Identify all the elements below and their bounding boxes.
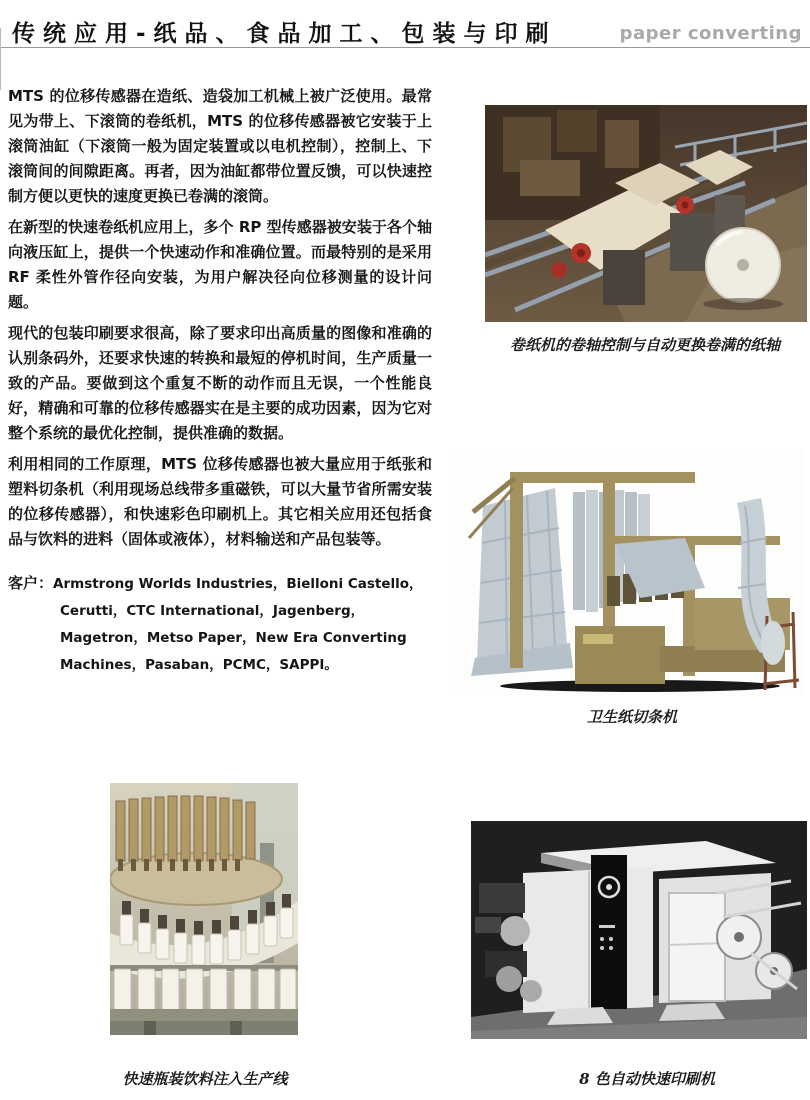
slitter-illustration [455, 448, 805, 696]
body-paragraph-2: 在新型的快速卷纸机应用上，多个 RP 型传感器被安装于各个轴向液压缸上，提供一个快速动作和准确位置。而最特别的是采用 RF 柔性外管作径向安装，为用户解决径向位移测量的设计问题。 [8, 218, 432, 311]
printing-press-illustration [471, 821, 807, 1039]
left-margin-tick [0, 28, 1, 90]
customers-paragraph [8, 570, 432, 679]
body-paragraph-1: MTS 的位移传感器在造纸、造袋加工机械上被广泛使用。最常见为带上、下滚筒的卷纸机，MTS 的位移传感器被它安装于上滚筒油缸（下滚筒一般为固定装置或以电机控制），控制上、下滚筒间的间隙距离。再者，因为油缸都带位置反馈，可以快速控制方便以更快的速度更换已卷满的滚筒。 [8, 87, 432, 205]
customers-label: 客户： [8, 574, 54, 592]
figure-printing-press-photo [471, 821, 807, 1039]
figure-caption-press: 8 色自动快速印刷机 [579, 1070, 715, 1088]
body-paragraph-4: 利用相同的工作原理，MTS 位移传感器也被大量应用于纸张和塑料切条机（利用现场总线带多重磁铁，可以大量节省所需安装的位移传感器），和快速彩色印刷机上。其它相关应用还包括食品与饮料的进料（固体或液体），材料输送和产品包装等。 [8, 455, 432, 548]
page-title: 传统应用-纸品、食品加工、包装与印刷 [12, 21, 557, 47]
figure-caption-bottling: 快速瓶装饮料注入生产线 [122, 1070, 288, 1088]
figure-slitter-photo [455, 448, 805, 696]
title-rule [0, 47, 810, 48]
customers-list: Armstrong Worlds Industries，Bielloni Castello，Cerutti，CTC International，Jagenberg，Magetron，Metso Paper，New Era Converting Machines，Pasaban，PCMC，SAPPI。 [53, 576, 423, 673]
figure-bottling-photo [110, 783, 298, 1035]
article-column [8, 84, 432, 685]
paper-machine-illustration [485, 105, 807, 322]
body-paragraph-3: 现代的包装印刷要求很高，除了要求印出高质量的图像和准确的认别条码外，还要求快速的转换和最短的停机时间，生产质量一致的产品。要做到这个重复不断的动作而且无误，一个性能良好，精确和可靠的位移传感器实在是主要的成功因素，因为它对整个系统的最优化控制，提供准确的数据。 [8, 324, 432, 442]
figure-caption-slitter: 卫生纸切条机 [586, 708, 677, 726]
bottling-illustration [110, 783, 298, 1035]
figure-caption-winder: 卷纸机的卷轴控制与自动更换卷满的纸轴 [509, 336, 780, 354]
header-tagline: paper converting [619, 23, 802, 44]
figure-paper-machine-photo [485, 105, 807, 322]
